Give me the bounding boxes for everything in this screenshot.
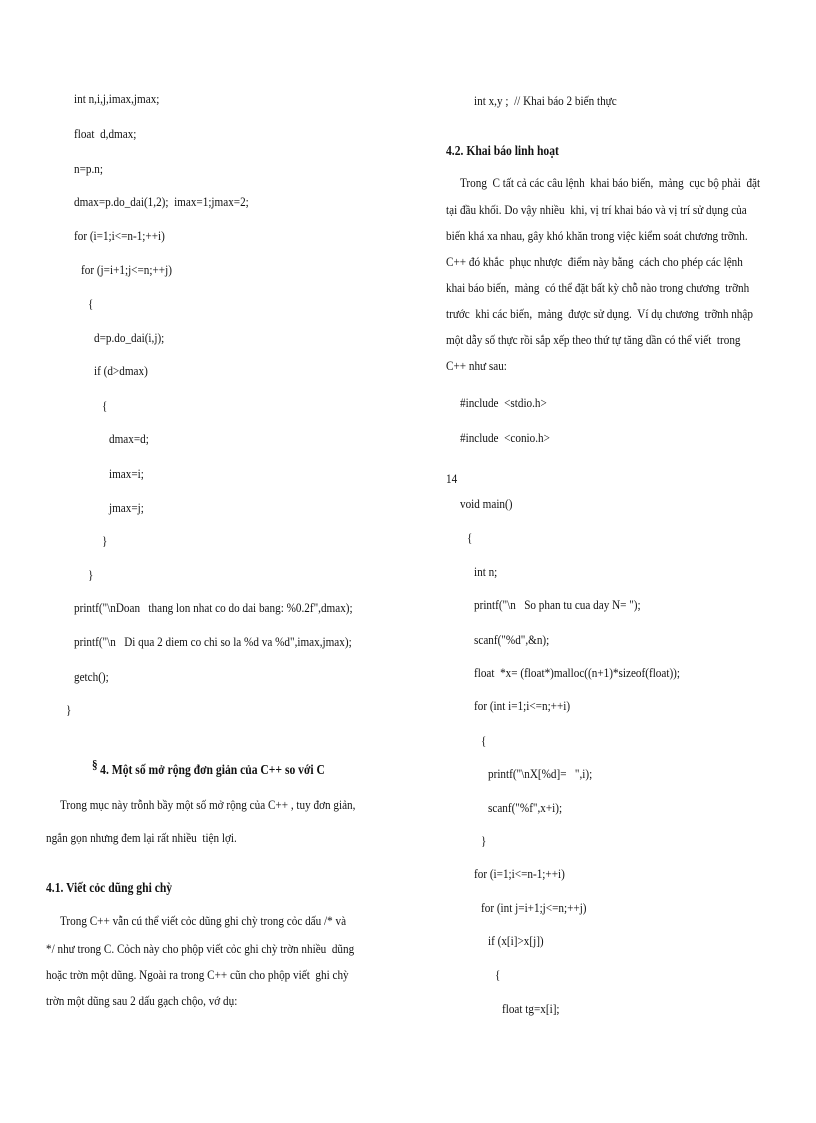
section-4-2-title: 4.2. Khai báo linh hoạt [446, 143, 559, 158]
include-line: #include <conio.h> [460, 430, 550, 445]
paragraph-line: C++ như sau: [446, 358, 507, 373]
paragraph-line: */ như trong C. Cỏch này cho phộp viết cỏc ghi chỳ trờn nhiều dũng [46, 941, 355, 956]
code-line: imax=i; [109, 466, 144, 481]
code-line: int n; [474, 564, 498, 579]
code-line: } [88, 567, 94, 582]
code-line: { [495, 967, 501, 982]
paragraph-line: trước khi các biến, mảng được sử dụng. Ví dụ chương trỡnh nhập [446, 306, 753, 321]
code-line: float d,dmax; [74, 126, 137, 141]
code-line: dmax=d; [109, 431, 149, 446]
code-line: n=p.n; [74, 161, 103, 176]
code-line: dmax=p.do_dai(1,2); imax=1;jmax=2; [74, 194, 249, 209]
paragraph-line: C++ đó khắc phục nhược điểm này bằng cách cho phép các lệnh [446, 254, 743, 269]
code-line: if (x[i]>x[j]) [488, 933, 544, 948]
code-line: printf("\n Di qua 2 diem co chi so la %d va %d",imax,jmax); [74, 634, 352, 649]
code-line: scanf("%f",x+i); [488, 800, 563, 815]
section-symbol: § [92, 757, 98, 772]
code-line: for (i=1;i<=n-1;++i) [474, 866, 565, 881]
code-line: for (int i=1;i<=n;++i) [474, 698, 571, 713]
code-line: for (int j=i+1;j<=n;++j) [481, 900, 587, 915]
paragraph-line: Trong C tất cả các câu lệnh khai báo biến, mảng cục bộ phải đặt [460, 175, 761, 190]
paragraph-line: một dẫy số thực rồi sắp xếp theo thứ tự tăng dần có thể viết trong [446, 332, 741, 347]
code-line: scanf("%d",&n); [474, 632, 550, 647]
code-line: } [481, 833, 487, 848]
code-line: void main() [460, 496, 513, 511]
code-line: d=p.do_dai(i,j); [94, 330, 165, 345]
paragraph-line: trờn một dũng sau 2 dấu gạch chộo, vớ dụ: [46, 993, 238, 1008]
code-line: { [88, 296, 94, 311]
code-line: getch(); [74, 669, 109, 684]
code-line: int n,i,j,imax,jmax; [74, 91, 160, 106]
code-line: { [481, 733, 487, 748]
code-line: if (d>dmax) [94, 363, 148, 378]
section-4-heading [92, 757, 325, 778]
paragraph-line: biến khá xa nhau, gây khó khăn trong việc kiểm soát chương trỡnh. [446, 228, 748, 243]
page-number: 14 [446, 471, 458, 486]
comment-example-line: int x,y ; // Khai báo 2 biến thực [474, 93, 617, 108]
code-line: } [66, 702, 72, 717]
code-line: printf("\nDoan thang lon nhat co do dai bang: %0.2f",dmax); [74, 600, 353, 615]
code-line: jmax=j; [109, 500, 144, 515]
paragraph-line: khai báo biến, mảng có thể đặt bất kỳ chỗ nào trong chương trỡnh [446, 280, 750, 295]
paragraph-line: tại đầu khối. Do vậy nhiều khi, vị trí khai báo và vị trí sử dụng của [446, 202, 747, 217]
code-line: for (i=1;i<=n-1;++i) [74, 228, 165, 243]
code-line: { [467, 530, 473, 545]
paragraph-line: ngắn gọn nhưng đem lại rất nhiều tiện lợi. [46, 830, 237, 845]
paragraph-line: Trong C++ vẫn cú thể viết cỏc dũng ghi chỳ trong cỏc dấu /* và [60, 913, 347, 928]
code-line: printf("\n So phan tu cua day N= "); [474, 597, 641, 612]
paragraph-line: hoặc trờn một dũng. Ngoài ra trong C++ cũn cho phộp viết ghi chỳ [46, 967, 349, 982]
paragraph-line: Trong mục này trỗnh bầy một số mở rộng của C++ , tuy đơn giản, [60, 797, 356, 812]
code-line: printf("\nX[%d]= ",i); [488, 766, 593, 781]
code-line: float *x= (float*)malloc((n+1)*sizeof(float)); [474, 665, 681, 680]
code-line: } [102, 533, 108, 548]
code-line: { [102, 398, 108, 413]
code-line: for (j=i+1;j<=n;++j) [81, 262, 172, 277]
section-4-title: 4. Một số mở rộng đơn giản của C++ so với C [100, 762, 325, 777]
code-line: float tg=x[i]; [502, 1001, 560, 1016]
include-line: #include <stdio.h> [460, 395, 547, 410]
section-4-1-title: 4.1. Viết cỏc dũng ghi chỳ [46, 880, 173, 895]
